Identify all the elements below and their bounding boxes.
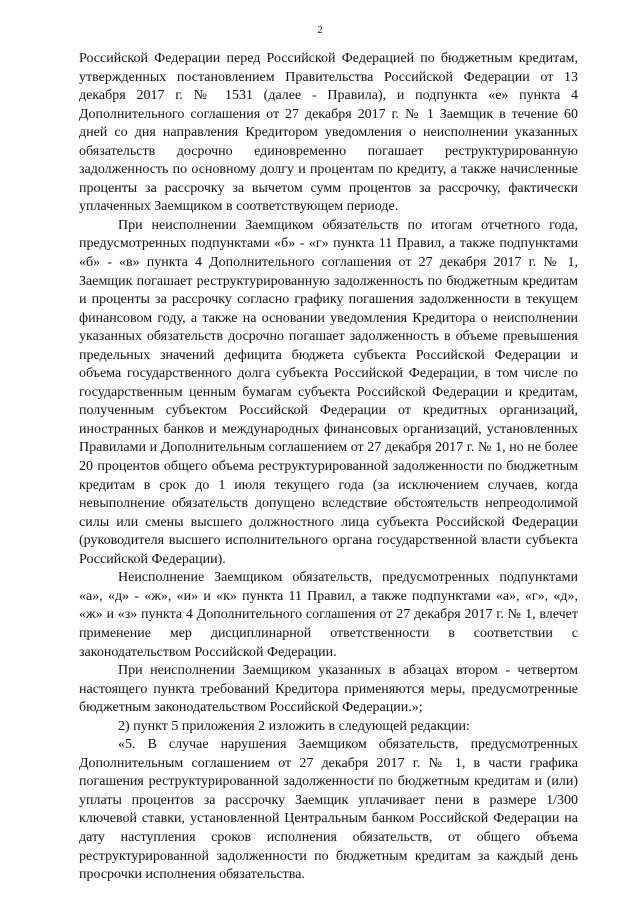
paragraph-6: «5. В случае нарушения Заемщиком обязательств, предусмотренных Дополнительным соглашением от 27 декабря 2017 г. № 1, в части графика погашения реструктурированной задолженности по бюджетным кредитам и (или) уплаты процентов за рассрочку Заемщик уплачивает пени в размере 1/300 ключевой ставки, установленной Центральным банком Российской Федерации на дату наступления сроков исполнения обязательств, от общего объема реструктурированной задолженности по бюджетным кредитам за каждый день просрочки исполнения обязательства.: [79, 737, 578, 883]
document-body: [79, 50, 578, 885]
paragraph-3: Неисполнение Заемщиком обязательств, предусмотренных подпунктами «а», «д» - «ж», «и» и «к» пункта 11 Правил, а также подпунктами «а», «г», «д», «ж» и «з» пункта 4 Дополнительного соглашения от 27 декабря 2017 г. № 1, влечет применение мер дисциплинарной ответственности в соответствии с законодательством Российской Федерации.: [79, 570, 578, 660]
page-number: 2: [317, 24, 323, 36]
paragraph-5: 2) пункт 5 приложения 2 изложить в следующей редакции:: [118, 718, 470, 734]
paragraph-4: При неисполнении Заемщиком указанных в абзацах втором - четвертом настоящего пункта требований Кредитора применяются меры, предусмотренные бюджетным законодательством Российской Федерации.»;: [79, 663, 578, 716]
paragraph-1: Российской Федерации перед Российской Федерацией по бюджетным кредитам, утвержденных постановлением Правительства Российской Федерации от 13 декабря 2017 г. № 1531 (далее - Правила), и подпункта «е» пункта 4 Дополнительного соглашения от 27 декабря 2017 г. № 1 Заемщик в течение 60 дней со дня направления Кредитором уведомления о неисполнении указанных обязательств досрочно единовременно погашает реструктурированную задолженность по основному долгу и процентам по кредиту, а также начисленные проценты за рассрочку за вычетом сумм процентов за рассрочку, фактически уплаченных Заемщиком в соответствующем периоде.: [79, 51, 578, 215]
paragraph-2: При неисполнении Заемщиком обязательств по итогам отчетного года, предусмотренных подпунктами «б» - «г» пункта 11 Правил, а также подпунктами «б» - «в» пункта 4 Дополнительного соглашения от 27 декабря 2017 г. № 1, Заемщик погашает реструктурированную задолженность по бюджетным кредитам и проценты за рассрочку согласно графику погашения задолженности в текущем финансовом году, а также на основании уведомления Кредитора о неисполнении указанных обязательств досрочно погашает задолженность в объеме превышения предельных значений дефицита бюджета субъекта Российской Федерации и объема государственного долга субъекта Российской Федерации, в том числе по государственным ценным бумагам субъекта Российской Федерации и кредитам, полученным субъектом Российской Федерации от кредитных организаций, иностранных банков и международных финансовых организаций, установленных Правилами и Дополнительным соглашением от 27 декабря 2017 г. № 1, но не более 20 процентов общего объема реструктурированной задолженности по бюджетным кредитам в срок до 1 июля текущего года (за исключением случаев, когда невыполнение обязательств допущено вследствие обстоятельств непреодолимой силы или смены высшего должностного лица субъекта Российской Федерации (руководителя высшего исполнительного органа государственной власти субъекта Российской Федерации).: [79, 217, 578, 567]
